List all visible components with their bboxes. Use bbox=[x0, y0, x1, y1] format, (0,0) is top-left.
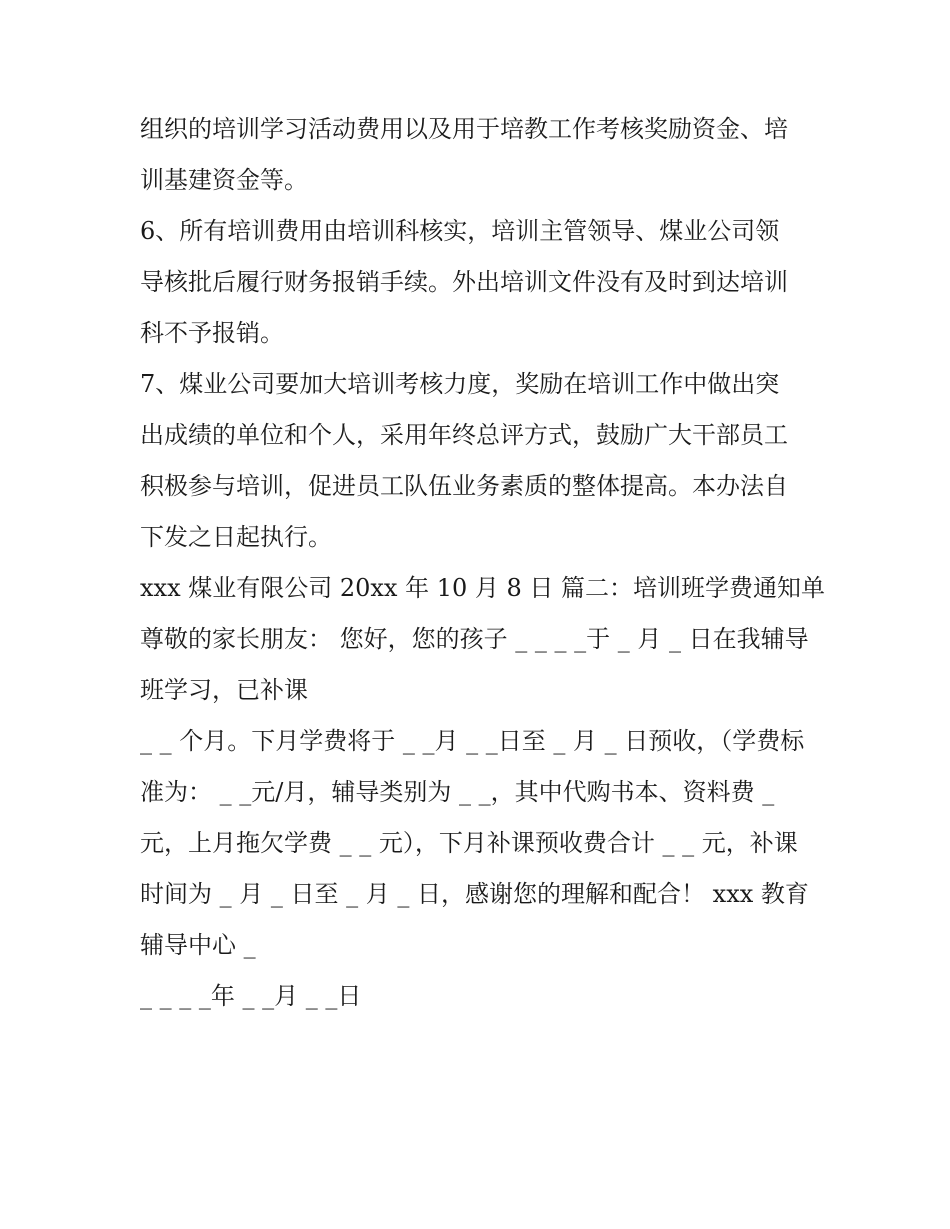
text-line: xxx 煤业有限公司 20xx 年 10 月 8 日 篇二：培训班学费通知单 bbox=[140, 574, 826, 602]
text-line: 导核批后履行财务报销手续。外出培训文件没有及时到达培训 bbox=[140, 268, 788, 296]
text-line: 班学习，已补课 bbox=[140, 676, 308, 704]
text-line: 元，上月拖欠学费 _ _ 元），下月补课预收费合计 _ _ 元，补课 bbox=[140, 829, 798, 857]
text-line: 辅导中心 _ bbox=[140, 931, 256, 959]
text-line: _ _ _ _年 _ _月 _ _日 bbox=[140, 982, 362, 1010]
text-line: 7、煤业公司要加大培训考核力度，奖励在培训工作中做出突 bbox=[140, 370, 780, 398]
text-line: 尊敬的家长朋友： 您好，您的孩子 _ _ _ _于 _ 月 _ 日在我辅导 bbox=[140, 625, 809, 653]
text-line: 出成绩的单位和个人，采用年终总评方式，鼓励广大干部员工 bbox=[140, 421, 788, 449]
text-line: 积极参与培训，促进员工队伍业务素质的整体提高。本办法自 bbox=[140, 472, 788, 500]
text-line: 训基建资金等。 bbox=[140, 166, 308, 194]
text-line: 组织的培训学习活动费用以及用于培教工作考核奖励资金、培 bbox=[140, 115, 788, 143]
text-line: 准为： _ _元/月，辅导类别为 _ _，其中代购书本、资料费 _ bbox=[140, 778, 775, 806]
text-line: 时间为 _ 月 _ 日至 _ 月 _ 日，感谢您的理解和配合！ xxx 教育 bbox=[140, 880, 809, 908]
text-line: _ _ 个月。下月学费将于 _ _月 _ _日至 _ 月 _ 日预收，（学费标 bbox=[140, 727, 805, 755]
text-line: 科不予报销。 bbox=[140, 319, 284, 347]
text-line: 6、所有培训费用由培训科核实，培训主管领导、煤业公司领 bbox=[140, 217, 780, 245]
document-body bbox=[140, 104, 826, 1022]
text-line: 下发之日起执行。 bbox=[140, 523, 332, 551]
